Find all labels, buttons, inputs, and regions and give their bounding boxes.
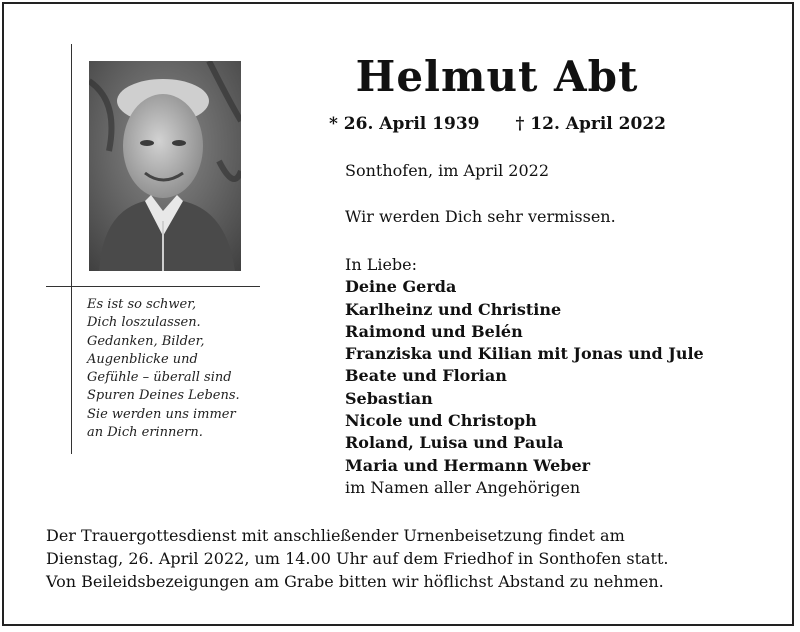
- poem-line: Gefühle – überall sind: [87, 370, 232, 386]
- birth-date: * 26. April 1939: [329, 114, 480, 134]
- mourners-intro: In Liebe:: [345, 255, 418, 274]
- mourners-outro: im Namen aller Angehörigen: [345, 477, 581, 497]
- farewell-message: Wir werden Dich sehr vermissen.: [345, 207, 616, 226]
- poem-line: Dich loszulassen.: [87, 315, 201, 331]
- poem-line: Gedanken, Bilder,: [87, 333, 205, 349]
- service-line: Der Trauergottesdienst mit anschließender Urnenbeisetzung findet am: [46, 526, 625, 545]
- mourner-name: Beate und Florian: [345, 366, 507, 386]
- poem-line: Augenblicke und: [87, 351, 198, 367]
- service-notice: [46, 524, 766, 593]
- portrait-photo: [89, 61, 241, 271]
- mourner-name: Raimond und Belén: [345, 321, 523, 341]
- poem-line: Sie werden uns immer: [87, 406, 236, 422]
- deceased-name: Helmut Abt: [355, 52, 639, 101]
- cross-vertical-line: [71, 44, 72, 454]
- poem-line: an Dich erinnern.: [87, 425, 203, 441]
- service-line: Von Beileidsbezeigungen am Grabe bitten wir höflichst Abstand zu nehmen.: [46, 572, 664, 591]
- death-date: † 12. April 2022: [515, 114, 666, 134]
- mourner-name: Sebastian: [345, 388, 433, 408]
- life-dates: [329, 112, 666, 136]
- mourner-name: Deine Gerda: [345, 277, 457, 297]
- mourner-name: Karlheinz und Christine: [345, 299, 562, 319]
- mourner-name: Maria und Hermann Weber: [345, 455, 591, 475]
- place-date: Sonthofen, im April 2022: [345, 161, 549, 180]
- poem-line: Es ist so schwer,: [87, 297, 197, 312]
- poem: [87, 296, 267, 442]
- mourners-list: [345, 254, 704, 499]
- cross-horizontal-line: [46, 286, 260, 287]
- mourner-name: Nicole und Christoph: [345, 411, 537, 431]
- mourner-name: Roland, Luisa und Paula: [345, 433, 564, 453]
- service-line: Dienstag, 26. April 2022, um 14.00 Uhr auf dem Friedhof in Sonthofen statt.: [46, 549, 669, 568]
- mourner-name: Franziska und Kilian mit Jonas und Jule: [345, 344, 704, 364]
- poem-line: Spuren Deines Lebens.: [87, 388, 240, 404]
